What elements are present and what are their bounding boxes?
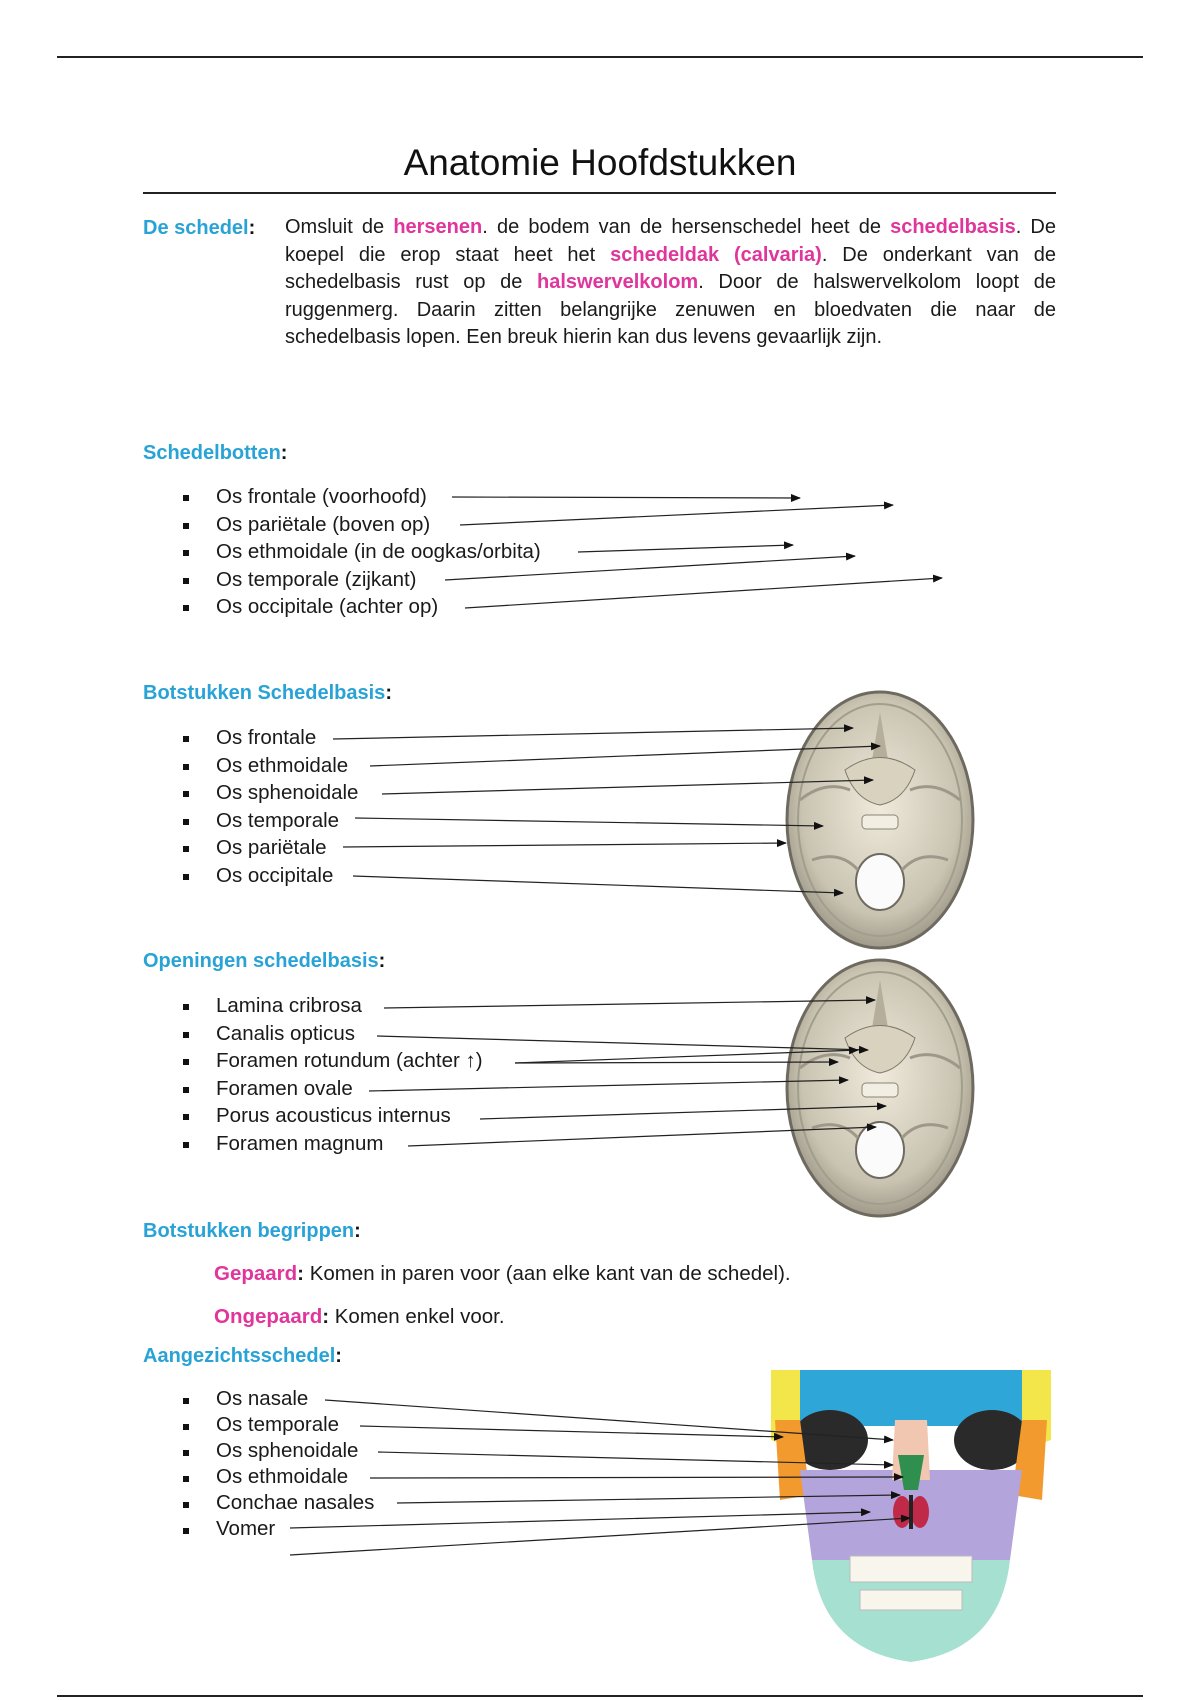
- list-item: Os ethmoidale: [180, 752, 358, 780]
- list-item: Vomer: [180, 1516, 374, 1542]
- intro-label: De schedel:: [143, 217, 256, 239]
- section-heading-aangezichtsschedel: Aangezichtsschedel:: [143, 1345, 342, 1367]
- section-heading-begrippen: Botstukken begrippen:: [143, 1220, 361, 1242]
- list-item: Os temporale: [180, 1412, 374, 1438]
- list-item: Os occipitale: [180, 862, 358, 890]
- definition-ongepaard: Ongepaard: Komen enkel voor.: [214, 1305, 505, 1328]
- section-heading-schedelbotten: Schedelbotten:: [143, 442, 288, 464]
- intro-paragraph: Omsluit de hersenen. de bodem van de hersenschedel heet de schedelbasis. De koepel die erop staat heet het schedeldak (calvaria). De onderkant van de schedelbasis rust op de halswervelkolom. Door de halswervelkolom loopt de ruggenmerg. Daarin zitten belangrijke zenuwen en bloedvaten die naar de schedelbasis lopen. Een breuk hierin kan dus levens gevaarlijk zijn.: [285, 216, 1056, 348]
- list-item: Os temporale: [180, 807, 358, 835]
- definition-gepaard: Gepaard: Komen in paren voor (aan elke kant van de schedel).: [214, 1262, 791, 1285]
- bottom-rule: [57, 1695, 1143, 1697]
- list-item: Os sphenoidale: [180, 1438, 374, 1464]
- list-item: Os frontale (voorhoofd): [180, 483, 541, 511]
- list-item: Canalis opticus: [180, 1020, 483, 1048]
- list-item: Foramen magnum: [180, 1130, 483, 1158]
- section-heading-openingen: Openingen schedelbasis:: [143, 950, 386, 972]
- section-heading-botstukken-schedelbasis: Botstukken Schedelbasis:: [143, 682, 392, 704]
- list-item: Foramen ovale: [180, 1075, 483, 1103]
- list-item: Os ethmoidale: [180, 1464, 374, 1490]
- skull-base-image-2: [787, 960, 973, 1216]
- skull-base-image-1: [787, 692, 973, 948]
- list-item: Foramen rotundum (achter ↑): [180, 1047, 483, 1075]
- leader-lines-schedelbotten: [445, 497, 942, 608]
- list-item: Os occipitale (achter op): [180, 593, 541, 621]
- list-item: Os frontale: [180, 724, 358, 752]
- page-title: Anatomie Hoofdstukken: [403, 142, 797, 183]
- list-item: Os nasale: [180, 1386, 374, 1412]
- list-item: Os ethmoidale (in de oogkas/orbita): [180, 538, 541, 566]
- list-item: Os pariëtale: [180, 834, 358, 862]
- list-item: Os sphenoidale: [180, 779, 358, 807]
- list-item: Porus acousticus internus: [180, 1102, 483, 1130]
- list-item: Lamina cribrosa: [180, 992, 483, 1020]
- facial-skull-image: [771, 1370, 1051, 1662]
- list-item: Conchae nasales: [180, 1490, 374, 1516]
- list-item: Os temporale (zijkant): [180, 566, 541, 594]
- list-item: Os pariëtale (boven op): [180, 511, 541, 539]
